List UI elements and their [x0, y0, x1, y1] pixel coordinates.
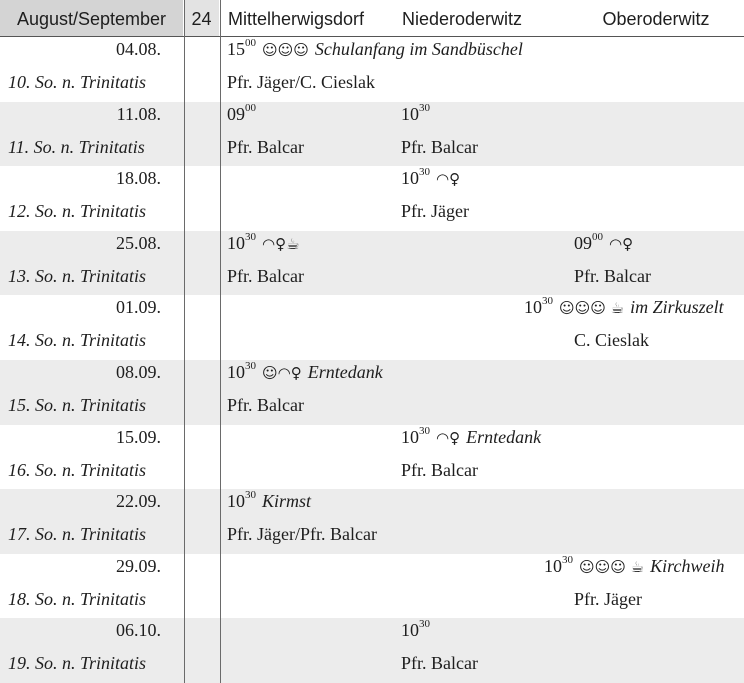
- sunday-name: 18. So. n. Trinitatis: [8, 588, 147, 609]
- sunday-name: 14. So. n. Trinitatis: [8, 330, 147, 351]
- service-pastor: Pfr. Jäger: [401, 201, 469, 222]
- service-pastor: Pfr. Balcar: [401, 653, 478, 674]
- sunday-name: 16. So. n. Trinitatis: [8, 459, 147, 480]
- service-symbols-icon: ☺☺☺ ☕: [559, 299, 625, 318]
- sunday-name: 15. So. n. Trinitatis: [8, 394, 147, 415]
- service-entry: [574, 230, 634, 254]
- table-row: [0, 425, 744, 490]
- column-divider-left: [184, 0, 185, 683]
- service-entry: [401, 424, 542, 448]
- table-row: [0, 231, 744, 296]
- sunday-name: 12. So. n. Trinitatis: [8, 201, 147, 222]
- header-niederoderwitz: Niederoderwitz: [401, 9, 523, 29]
- service-time-minute: 30: [419, 166, 430, 179]
- service-pastor: C. Cieslak: [574, 330, 649, 351]
- service-date: 01.09.: [116, 297, 161, 318]
- service-pastor: Pfr. Balcar: [227, 136, 304, 157]
- sunday-name: 19. So. n. Trinitatis: [8, 653, 147, 674]
- service-time-hour: 10: [401, 426, 419, 447]
- service-symbols-icon: ☺☺☺ ☕: [579, 557, 645, 576]
- service-time-hour: 09: [227, 103, 245, 124]
- service-pastor: Pfr. Balcar: [401, 136, 478, 157]
- service-symbols-icon: ☺◠♀: [262, 363, 302, 382]
- header-column-24: 24: [184, 0, 219, 36]
- service-pastor: Pfr. Jäger/C. Cieslak: [227, 72, 375, 92]
- table-header: [0, 0, 744, 36]
- service-date: 06.10.: [116, 620, 161, 641]
- service-time-minute: 30: [562, 553, 573, 566]
- sunday-name: 11. So. n. Trinitatis: [8, 136, 145, 157]
- service-pastor: Pfr. Jäger: [574, 588, 642, 609]
- service-time-minute: 30: [245, 489, 256, 502]
- service-date: 04.08.: [116, 39, 161, 59]
- service-date: 15.09.: [116, 426, 161, 447]
- service-time-minute: 30: [419, 424, 430, 437]
- service-time-hour: 10: [524, 297, 542, 318]
- service-time-minute: 00: [592, 230, 603, 243]
- service-time-minute: 30: [542, 295, 553, 308]
- service-symbols-icon: ☺☺☺: [262, 41, 309, 59]
- table-row: [0, 295, 744, 360]
- service-pastor: Pfr. Balcar: [574, 265, 651, 286]
- service-entry: [544, 553, 725, 577]
- table-row: [0, 618, 744, 683]
- schedule-rows: [0, 37, 744, 683]
- sunday-name: 17. So. n. Trinitatis: [8, 524, 147, 545]
- service-time-hour: 10: [401, 168, 419, 189]
- service-entry: [227, 491, 311, 512]
- service-entry: [401, 168, 460, 189]
- service-note: Erntedank: [307, 361, 383, 382]
- service-entry: [227, 230, 300, 254]
- service-time-hour: 10: [401, 620, 419, 641]
- service-pastor: Pfr. Balcar: [227, 394, 304, 415]
- service-entry: [227, 101, 256, 125]
- service-time-hour: 10: [544, 555, 562, 576]
- column-divider-right: [220, 0, 221, 683]
- service-pastor: Pfr. Jäger/Pfr. Balcar: [227, 524, 377, 545]
- table-row: [0, 554, 744, 619]
- table-row: [0, 102, 744, 167]
- service-entry: [401, 101, 430, 125]
- service-date: 29.09.: [116, 555, 161, 576]
- table-row: [0, 360, 744, 425]
- service-time-minute: 30: [245, 230, 256, 243]
- service-time-hour: 10: [227, 361, 245, 382]
- service-entry: [227, 359, 383, 383]
- service-note: Kirchweih: [650, 555, 725, 576]
- service-symbols-icon: ◠♀: [436, 428, 461, 447]
- service-symbols-icon: ◠♀: [436, 170, 461, 189]
- sunday-name: 10. So. n. Trinitatis: [8, 72, 147, 92]
- service-time-hour: 10: [227, 491, 245, 512]
- header-oberoderwitz: Oberoderwitz: [602, 9, 710, 29]
- service-time-minute: 30: [245, 359, 256, 372]
- service-time-minute: 30: [419, 618, 430, 631]
- service-time-minute: 30: [419, 101, 430, 114]
- service-symbols-icon: ◠♀: [609, 234, 634, 253]
- service-symbols-icon: ◠♀☕: [262, 234, 300, 253]
- service-entry: [401, 620, 430, 641]
- service-entry: [524, 297, 724, 318]
- sunday-name: 13. So. n. Trinitatis: [8, 265, 147, 286]
- service-note: im Zirkuszelt: [630, 297, 724, 318]
- header-date-column: August/September: [0, 0, 183, 36]
- header-mittelherwigsdorf: Mittelherwigsdorf: [227, 9, 365, 29]
- table-row: [0, 37, 744, 102]
- service-time-minute: 00: [245, 101, 256, 114]
- service-date: 11.08.: [116, 103, 161, 124]
- table-row: [0, 489, 744, 554]
- service-date: 25.08.: [116, 232, 161, 253]
- service-date: 22.09.: [116, 491, 161, 512]
- service-note: Schulanfang im Sandbüschel: [314, 39, 523, 59]
- service-time-minute: 00: [245, 37, 256, 49]
- table-row: [0, 166, 744, 231]
- service-time-hour: 15: [227, 39, 245, 59]
- service-entry: [227, 39, 523, 60]
- service-date: 08.09.: [116, 361, 161, 382]
- service-pastor: Pfr. Balcar: [401, 459, 478, 480]
- service-time-hour: 10: [227, 232, 245, 253]
- service-note: Erntedank: [466, 426, 542, 447]
- service-date: 18.08.: [116, 168, 161, 189]
- service-pastor: Pfr. Balcar: [227, 265, 304, 286]
- service-time-hour: 10: [401, 103, 419, 124]
- service-note: Kirmst: [262, 491, 312, 512]
- service-time-hour: 09: [574, 232, 592, 253]
